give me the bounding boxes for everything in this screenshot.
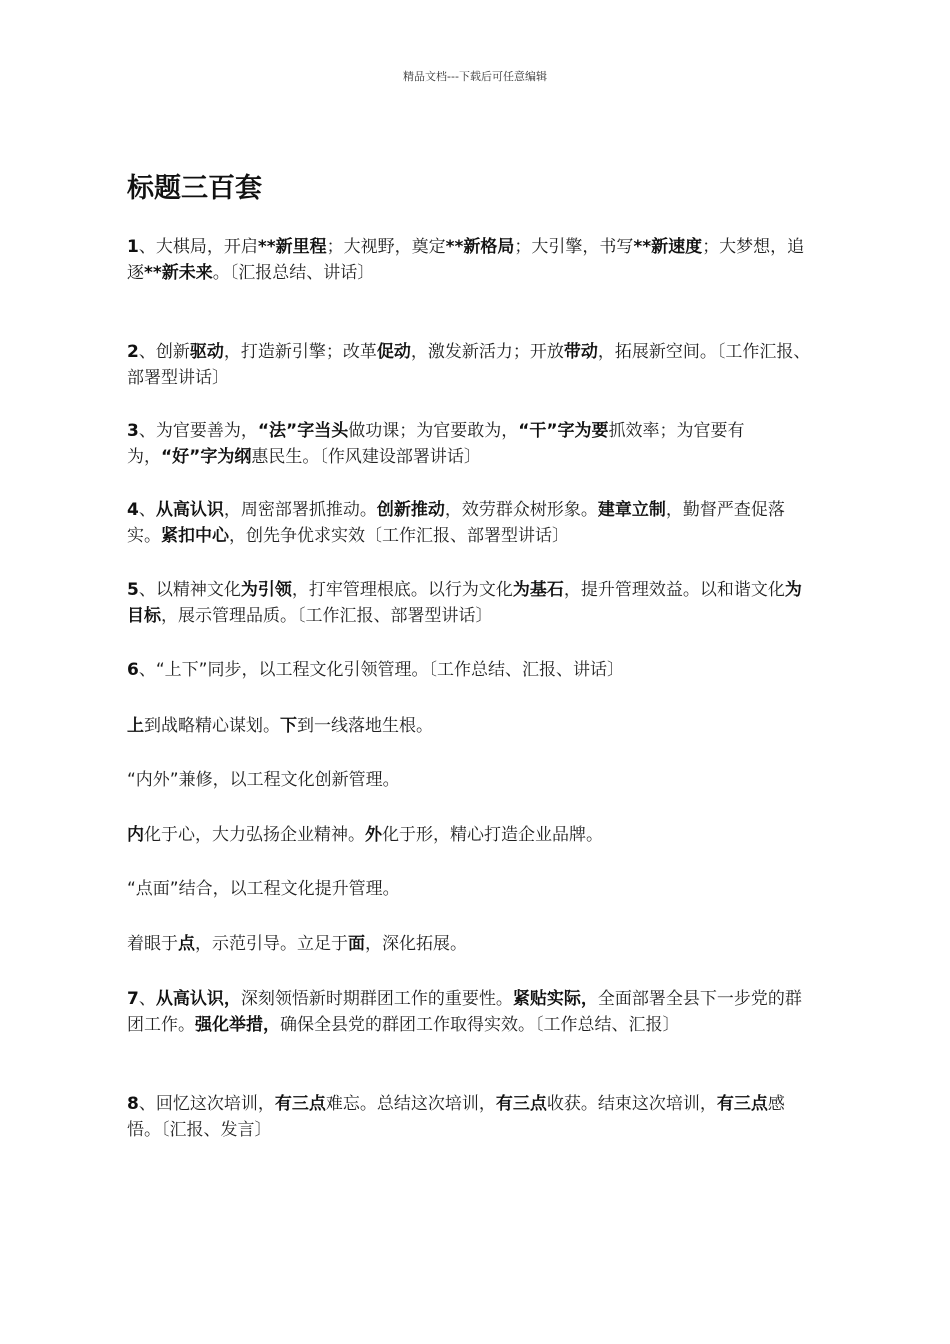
text-segment: ，提升管理效益。以和谐文化 [563, 580, 785, 600]
text-segment: 化于心，大力弘扬企业精神。 [144, 825, 365, 845]
text-segment: 着眼于 [127, 934, 178, 954]
bold-text: 6 [127, 660, 139, 680]
title-item-6-line-4 [127, 876, 817, 902]
bold-text: 建章立制 [597, 500, 666, 520]
text-segment: 、 [138, 989, 156, 1009]
bold-text: 有三点 [495, 1094, 547, 1114]
bold-text: “干”字为要 [518, 421, 609, 441]
text-segment: 。〔汇报总结、讲话〕 [212, 263, 375, 283]
bold-text: 1 [127, 237, 139, 257]
bold-text: 3 [127, 421, 139, 441]
bold-text: 强化举措， [195, 1015, 280, 1035]
text-segment: ，效劳群众树形象。 [444, 500, 598, 520]
bold-text: 有三点 [274, 1094, 326, 1114]
text-segment: ，示范引导。立足于 [195, 934, 348, 954]
text-segment: ；大梦想，追逐 [127, 237, 805, 283]
text-segment: 抓效率；为官要有为， [127, 421, 745, 467]
bold-text: 内 [127, 825, 144, 845]
text-segment: ，周密部署抓推动。 [223, 500, 377, 520]
bold-text: 5 [127, 580, 139, 600]
text-segment: 惠民生。〔作风建设部署讲话〕 [251, 447, 481, 467]
text-segment: ，激发新活力；开放 [410, 342, 564, 362]
text-segment: ，创先争优求实效〔工作汇报、部署型讲话〕 [229, 526, 569, 546]
title-item-6-line-2 [127, 767, 817, 793]
text-segment: 到一线落地生根。 [297, 716, 433, 736]
bold-text: “好”字为纲 [161, 447, 252, 467]
text-segment: 到战略精心谋划。 [144, 716, 280, 736]
bold-text: **新速度 [633, 237, 703, 257]
bold-text: 紧扣中心 [161, 526, 229, 546]
bold-text: **新格局 [445, 237, 515, 257]
bold-text: 点 [178, 934, 195, 954]
bold-text: 外 [365, 825, 382, 845]
bold-text: 为基石 [512, 580, 564, 600]
bold-text: 从高认识 [155, 500, 224, 520]
bold-text: “法”字当头 [257, 421, 349, 441]
text-segment: 、 [138, 500, 156, 520]
bold-text: 从高认识， [155, 989, 241, 1009]
bold-text: 下 [280, 716, 297, 736]
text-segment: ，打造新引擎；改革 [223, 342, 377, 362]
bold-text: **新未来 [144, 263, 213, 283]
bold-text: 为引领 [240, 580, 292, 600]
text-segment: 难忘。总结这次培训， [325, 1094, 496, 1114]
bold-text: 促动 [376, 342, 411, 362]
text-segment: ，展示管理品质。〔工作汇报、部署型讲话〕 [161, 606, 493, 626]
title-item-1 [127, 234, 817, 286]
title-item-6-line-1 [127, 713, 817, 739]
text-segment: 化于形，精心打造企业品牌。 [382, 825, 603, 845]
text-segment: “点面”结合，以工程文化提升管理。 [127, 879, 400, 899]
bold-text: 紧贴实际， [512, 989, 598, 1009]
title-item-6-line-3 [127, 822, 817, 848]
title-item-8 [127, 1091, 817, 1143]
title-item-4 [127, 497, 817, 549]
text-segment: “内外”兼修，以工程文化创新管理。 [127, 770, 400, 790]
text-segment: ，深化拓展。 [365, 934, 467, 954]
title-item-6 [127, 657, 817, 683]
text-segment: 深刻领悟新时期群团工作的重要性。 [240, 989, 513, 1009]
title-item-2 [127, 339, 817, 391]
title-item-3 [127, 418, 817, 470]
text-segment: 感悟。〔汇报、发言〕 [127, 1094, 785, 1140]
bold-text: 带动 [563, 342, 598, 362]
bold-text: 8 [127, 1094, 139, 1114]
text-segment: ；大引擎，书写 [514, 237, 634, 257]
text-segment: 、以精神文化 [138, 580, 241, 600]
bold-text: 7 [127, 989, 139, 1009]
bold-text: 面 [348, 934, 365, 954]
text-segment: 、大棋局，开启 [138, 237, 258, 257]
bold-text: 上 [127, 716, 144, 736]
bold-text: 为目标 [127, 580, 802, 626]
text-segment: 、“上下”同步，以工程文化引领管理。〔工作总结、汇报、讲话〕 [138, 660, 624, 680]
text-segment: ，勤督严查促落实。 [127, 500, 785, 546]
bold-text: 驱动 [189, 342, 224, 362]
bold-text: 4 [127, 500, 139, 520]
document-title: 标题三百套 [127, 173, 262, 204]
text-segment: 、创新 [138, 342, 190, 362]
text-segment: 做功课；为官要敢为， [348, 421, 519, 441]
page-header: 精品文档---下载后可任意编辑 [403, 70, 547, 83]
bold-text: 2 [127, 342, 139, 362]
bold-text: 创新推动 [376, 500, 445, 520]
text-segment: 、回忆这次培训， [138, 1094, 275, 1114]
title-item-6-line-5 [127, 931, 817, 957]
text-segment: 确保全县党的群团工作取得实效。〔工作总结、汇报〕 [280, 1015, 680, 1035]
text-segment: ，拓展新空间。〔工作汇报、部署型讲话〕 [127, 342, 811, 388]
bold-text: 有三点 [716, 1094, 768, 1114]
title-item-5 [127, 577, 817, 629]
text-segment: 收获。结束这次培训， [546, 1094, 717, 1114]
text-segment: ，打牢管理根底。以行为文化 [291, 580, 513, 600]
bold-text: **新里程 [257, 237, 327, 257]
text-segment: 全面部署全县下一步党的群团工作。 [127, 989, 802, 1035]
title-item-7 [127, 986, 817, 1038]
text-segment: 、为官要善为， [138, 421, 258, 441]
text-segment: ；大视野，奠定 [326, 237, 446, 257]
